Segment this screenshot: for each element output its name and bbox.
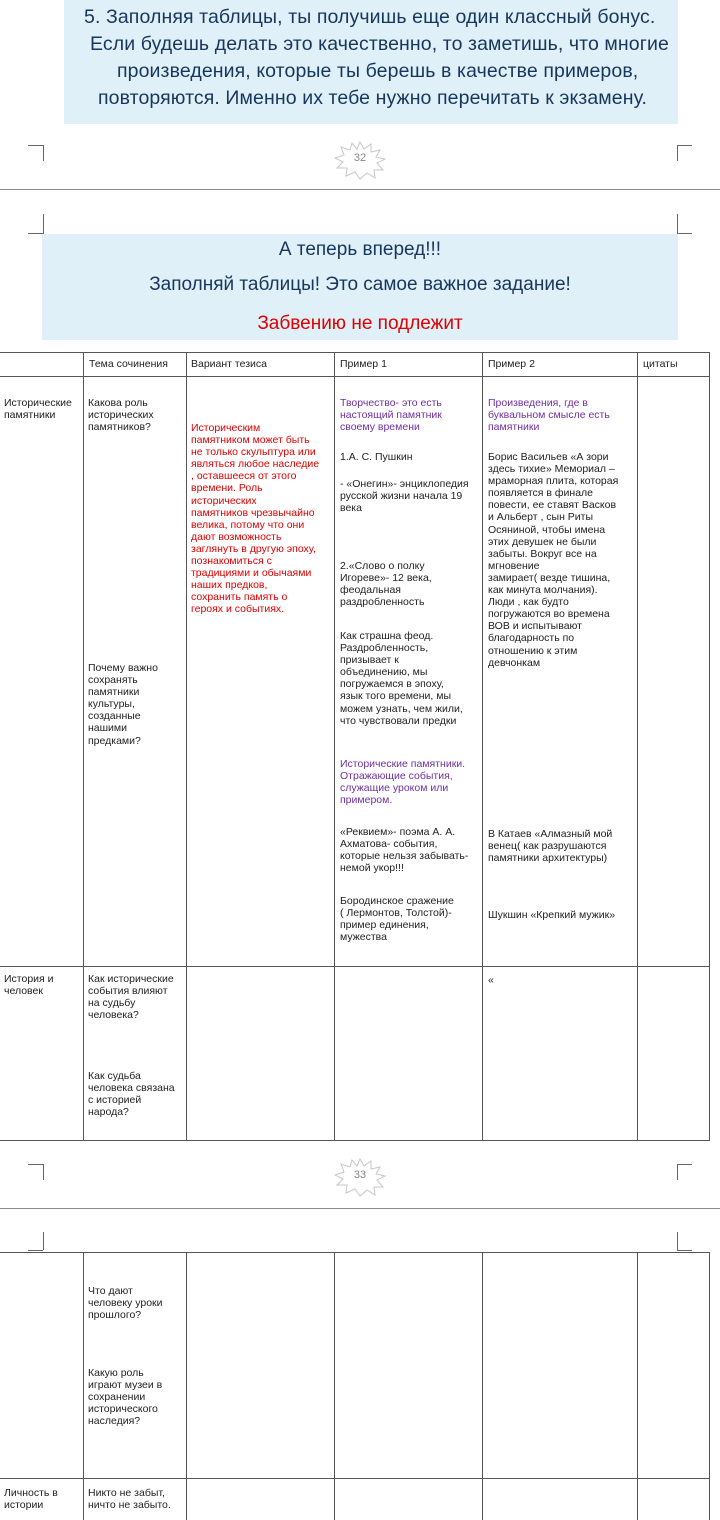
example1-onegin: - «Онегин»- энциклопедия русской жизни начала 19 века (340, 478, 469, 515)
table-rule (482, 1252, 483, 1520)
header-quotes: цитаты (643, 358, 678, 370)
example1-slovo: 2.«Слово о полку Игореве»- 12 века, феодальная раздробленность (340, 560, 432, 609)
table-rule (637, 1252, 638, 1520)
example2-kataev: В Катаев «Алмазный мой венец( как разрушаются памятники архитектуры) (488, 828, 613, 865)
example2-shukshin: Шукшин «Крепкий мужик» (488, 909, 616, 921)
header-example-1: Пример 1 (340, 358, 387, 370)
task-red-note: Забвению не подлежит (257, 313, 463, 334)
task-subtitle: Заполняй таблицы! Это самое важное задание! (149, 274, 571, 295)
example2-heading: Произведения, где в буквальном смысле есть памятники (488, 397, 610, 434)
table-rule (186, 1252, 187, 1520)
table-rule (709, 1252, 710, 1520)
example1-pushkin: 1.А. С. Пушкин (340, 451, 413, 463)
section-label-monuments: Исторические памятники (4, 397, 72, 422)
example1-heading-2: Исторические памятники. Отражающие события, служащие уроком или примером. (340, 758, 466, 807)
example1-heading: Творчество- это есть настоящий памятник своему времени (340, 397, 442, 434)
question-nobody-forgotten: Никто не забыт, ничто не забыто. (88, 1487, 171, 1512)
intro-line-3: произведения, которые ты берешь в качестве примеров, (117, 60, 639, 82)
header-topic: Тема сочинения (89, 358, 168, 370)
question-preserve-culture: Почему важно сохранять памятники культуры, созданные нашими предками? (88, 662, 158, 747)
section-label-history-person: История и человек (4, 973, 54, 998)
table-rule (83, 1252, 84, 1520)
question-museums-role: Какую роль играют музеи в сохранении исторического наследия? (88, 1367, 163, 1428)
intro-line-1: 5. Заполняя таблицы, ты получишь еще один классный бонус. (84, 6, 656, 28)
section-label-personality-history: Личность в истории (4, 1487, 58, 1512)
thesis-monuments: Историческим памятником может быть не только скульптура или являться любое наследие , оставшееся от этого времени. Роль исторических памятников чрезвычайно велика, потому что они дают возможность заглянуть в другую эпоху, познакомиться с традициями и обычаями наших предков, сохранить память о героях и событиях. (191, 422, 320, 616)
example2-vasiliev: Борис Васильев «А зори здесь тихие» Мемориал – мраморная плита, которая появляется в финале повести, ее ставят Васков и Альберт , сын Риты Осяниной, чтобы имена этих девушек не были забыты. Вокруг все на мгновение замирает( везде тишина, как минута молчания). Люди , как будто погружаются во времена ВОВ и испытывают благодарность по отношению к этим девчонкам (488, 451, 619, 669)
header-thesis: Вариант тезиса (191, 358, 267, 370)
question-lessons-past: Что дают человеку уроки прошлого? (88, 1285, 163, 1322)
page-number-text: 33 (353, 1169, 367, 1181)
example1-feudal: Как страшна феод. Раздробленность, призывает к объединению, мы погружаемся в эпоху, язык того времени, мы можем узнать, чем жили, что чувствовали предки (340, 630, 463, 727)
question-monuments-role: Какова роль исторических памятников? (88, 397, 154, 434)
header-example-2: Пример 2 (488, 358, 535, 370)
table-rule (0, 1478, 710, 1479)
intro-line-2: Если будешь делать это качественно, то заметишь, что многие (90, 33, 669, 55)
example1-rekviem: «Реквием»- поэма А. А. Ахматова- события, которые нельзя забывать- немой укор!!! (340, 826, 469, 875)
table-rule (334, 1252, 335, 1520)
task-title: А теперь вперед!!! (278, 239, 442, 260)
question-fate-history: Как судьба человека связана с историей народа? (88, 1070, 175, 1119)
example2-mark: « (488, 974, 494, 986)
intro-line-4: повторяются. Именно их тебе нужно перечитать к экзамену. (98, 87, 648, 109)
table-rule (0, 1252, 710, 1253)
example1-borodino: Бородинское сражение ( Лермонтов, Толстой)- пример единения, мужества (340, 895, 454, 944)
question-events-fate: Как исторические события влияют на судьбу человека? (88, 973, 174, 1022)
page-number-text: 32 (353, 152, 367, 164)
